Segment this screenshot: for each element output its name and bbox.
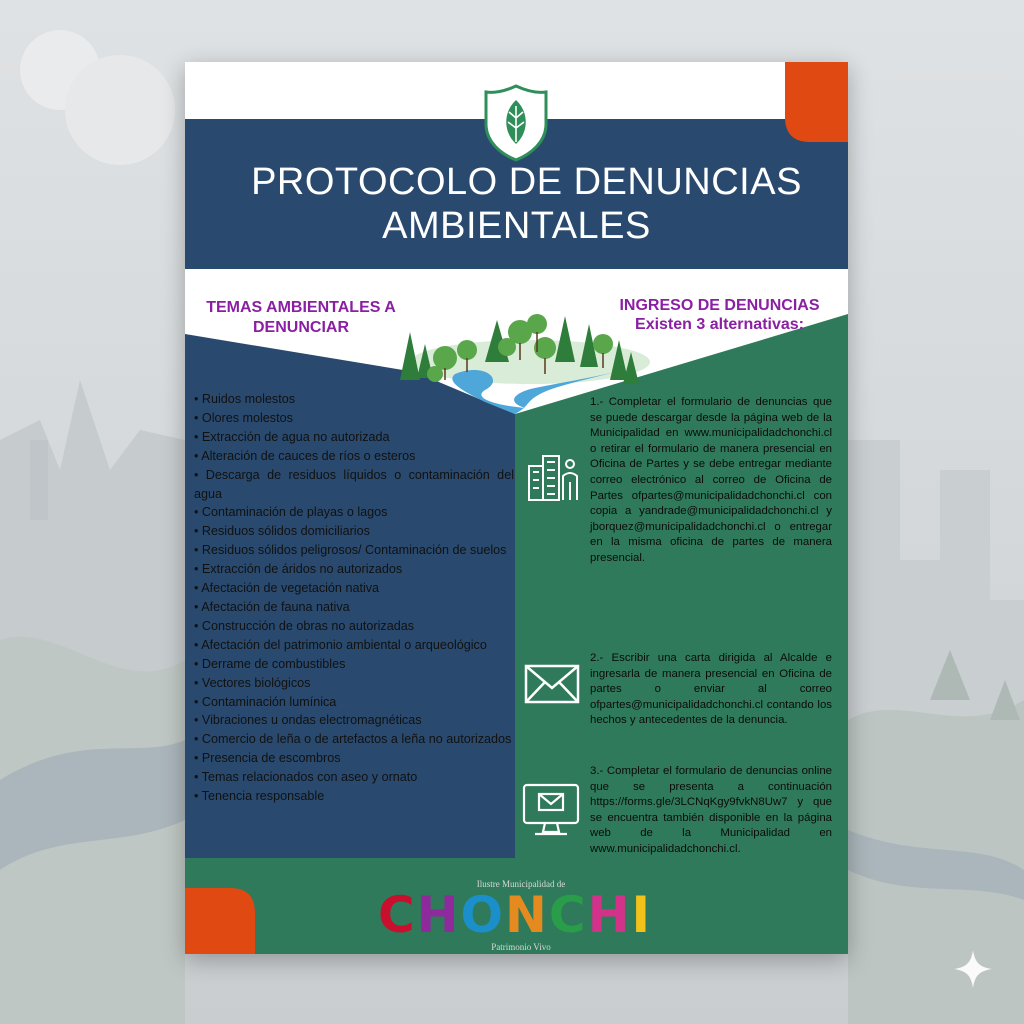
alternative-2-text: 2.- Escribir una carta dirigida al Alcalde e ingresarla de manera presencial en Oficina de partes o enviar al correo ofpartes@municipalidadchonchi.cl contando los hechos y antecedentes de la denuncia.: [590, 652, 832, 727]
computer-mail-icon: [521, 782, 581, 838]
list-item: • Derrame de combustibles: [194, 656, 346, 671]
chonchi-logo: [355, 887, 675, 943]
list-item: • Vectores biológicos: [194, 675, 311, 690]
list-item: • Residuos sólidos peligrosos/ Contaminación de suelos: [194, 543, 507, 558]
alternative-1-text: 1.- Completar el formulario de denuncias que se puede descargar desde la página web de la Municipalidad en www.municipalidadchonchi.cl o retirar el formulario de manera presencial en Oficina de Partes y se debe entregar mediante correo electrónico al correo de Oficina de Partes ofpartes@municipalidadchonchi.cl con copia a yandrade@municipalidadchonchi.cl y jborquez@municipalidadchonchi.cl o entregar en la misma oficina de partes de manera presencial.: [590, 396, 832, 564]
submission-heading-subtitle: Existen 3 alternativas:: [635, 316, 804, 333]
logo-letter: H: [587, 886, 632, 944]
logo-letter: C: [548, 886, 588, 944]
logo-letter: C: [377, 886, 417, 944]
poster: [185, 62, 848, 954]
list-item: • Vibraciones u ondas electromagnéticas: [194, 713, 422, 728]
list-item: • Extracción de áridos no autorizados: [194, 562, 403, 577]
list-item: • Afectación de vegetación nativa: [194, 581, 380, 596]
logo-letter: I: [631, 886, 653, 944]
list-item: • Comercio de leña o de artefactos a leña no autorizados: [194, 732, 512, 747]
motto-label: Patrimonio Vivo: [491, 942, 551, 952]
submission-heading: [597, 296, 842, 334]
title-line-1: PROTOCOLO DE DENUNCIAS: [251, 161, 802, 203]
sparkle-icon: [952, 948, 994, 990]
poster-title: [185, 160, 848, 248]
logo-letter: H: [416, 886, 461, 944]
list-item: • Afectación de fauna nativa: [194, 599, 350, 614]
list-item: • Tenencia responsable: [194, 789, 325, 804]
title-line-2: AMBIENTALES: [382, 205, 651, 247]
list-item: • Extracción de agua no autorizada: [194, 429, 390, 444]
list-item: • Olores molestos: [194, 410, 293, 425]
list-item: • Contaminación lumínica: [194, 694, 337, 709]
list-item: • Construcción de obras no autorizadas: [194, 618, 415, 633]
submission-heading-title: INGRESO DE DENUNCIAS: [619, 297, 820, 314]
envelope-icon: [523, 662, 581, 706]
logo-letter: N: [505, 886, 549, 944]
list-item: • Presencia de escombros: [194, 751, 341, 766]
topics-list: [194, 390, 514, 806]
building-person-icon: [525, 452, 581, 502]
municipality-label: Ilustre Municipalidad de: [476, 879, 566, 889]
list-item: • Descarga de residuos líquidos o contaminación del agua: [194, 467, 514, 501]
topics-heading: TEMAS AMBIENTALES A DENUNCIAR: [206, 299, 396, 336]
list-item: • Ruidos molestos: [194, 392, 296, 406]
list-item: • Alteración de cauces de ríos o esteros: [194, 448, 416, 463]
alternative-3-text: 3.- Completar el formulario de denuncias online que se presenta a continuación https://forms.gle/3LCNqKgy9fvkN8Uw7 y que se encuentra también disponible en la página web de la Municipalidad en www.municipalidadchonchi.cl.: [590, 765, 832, 855]
list-item: • Residuos sólidos domiciliarios: [194, 524, 370, 539]
list-item: • Temas relacionados con aseo y ornato: [194, 770, 418, 785]
logo-letter: O: [460, 886, 506, 944]
list-item: • Afectación del patrimonio ambiental o arqueológico: [194, 637, 487, 652]
list-item: • Contaminación de playas o lagos: [194, 505, 388, 520]
